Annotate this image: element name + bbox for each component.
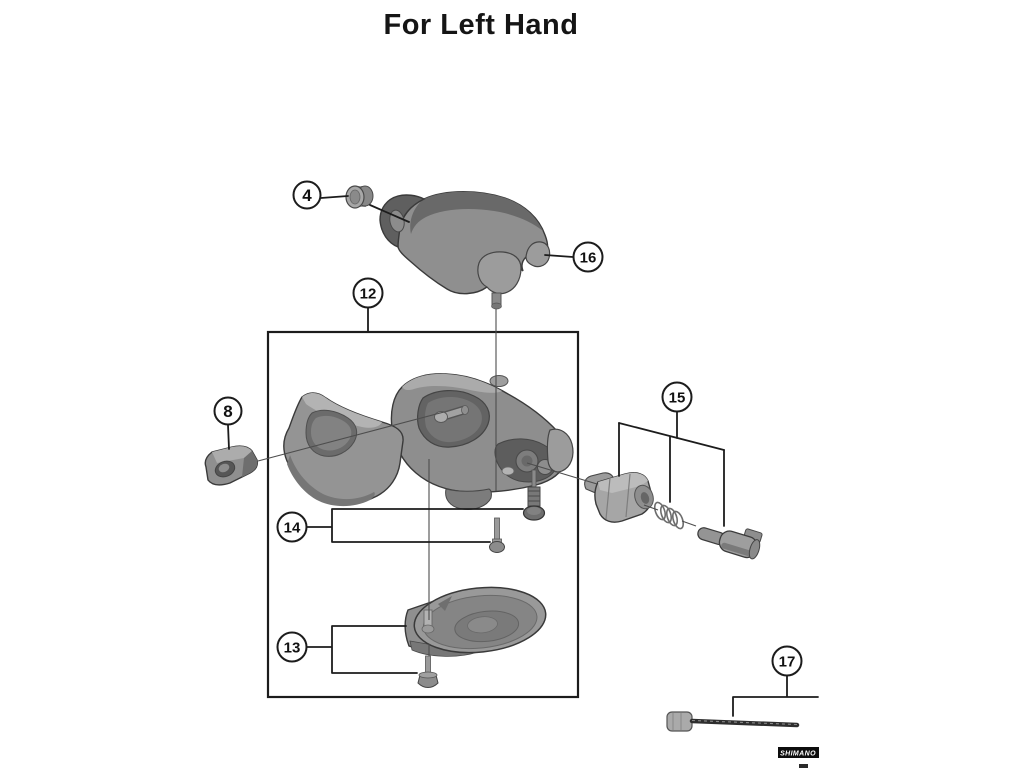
- callout-13: [278, 633, 307, 662]
- leader-13-bracket: [306, 626, 417, 673]
- callout-14: [278, 513, 307, 542]
- callout-number: 8: [223, 402, 233, 421]
- casing-fragment: [799, 764, 808, 768]
- leader-14-bracket: [306, 509, 523, 542]
- part-14-screw-lower: [490, 518, 505, 553]
- screw-upper-head-top: [527, 507, 541, 515]
- leader-17-bracket: [733, 675, 818, 716]
- part-16-upper-cover: [380, 192, 550, 309]
- body-right-ear: [547, 429, 573, 472]
- callout-15: [663, 383, 692, 412]
- callout-8: [215, 398, 242, 425]
- leader-15-slant: [619, 423, 724, 450]
- cable-wire: [692, 721, 797, 725]
- axis-dash-spring-connector: [682, 521, 696, 526]
- part-15-connector: [695, 515, 764, 560]
- callout-16: [574, 243, 603, 272]
- part-15-barrel-adjuster: [585, 473, 657, 522]
- page-title: For Left Hand: [383, 9, 579, 41]
- cable-end-barrel: [667, 712, 692, 731]
- callout-12: [354, 279, 383, 308]
- plate-pin-head: [422, 625, 434, 633]
- body-cable-hook: [502, 467, 514, 475]
- part-13-cover-plate: [405, 581, 549, 658]
- callout-4: [294, 182, 321, 209]
- leader-4-to-cap: [321, 196, 348, 198]
- callout-number: 15: [668, 389, 686, 407]
- screw-upper-tip: [532, 470, 536, 489]
- cover-pin-tip: [492, 303, 502, 309]
- body-top-knob: [490, 376, 508, 387]
- cap-face-inner: [350, 190, 360, 204]
- part-15-spring: [653, 501, 686, 530]
- callout-number: 16: [579, 249, 597, 267]
- leader-8-stem: [228, 425, 229, 449]
- part-17-outer-casing: [778, 747, 819, 768]
- callout-number: 17: [778, 653, 796, 671]
- callout-17: [773, 647, 802, 676]
- body-ratchet-hub: [522, 456, 533, 467]
- shimano-logo-text: SHIMANO: [780, 750, 816, 758]
- shifter-body: [391, 374, 573, 510]
- screw-lower-head: [490, 542, 505, 553]
- callout-number: 12: [359, 285, 377, 303]
- part-17-inner-cable: [667, 712, 797, 731]
- part-8-clamp-nut: [205, 446, 257, 485]
- body-bottom-boss: [446, 489, 492, 509]
- part-13-screw: [418, 656, 438, 688]
- callout-number: 14: [283, 519, 301, 537]
- callout-number: 4: [302, 186, 312, 205]
- callout-number: 13: [283, 639, 301, 657]
- part-4-cap: [346, 186, 373, 208]
- screw13-head-top: [419, 672, 437, 678]
- pivot-bolt-tip: [462, 406, 469, 415]
